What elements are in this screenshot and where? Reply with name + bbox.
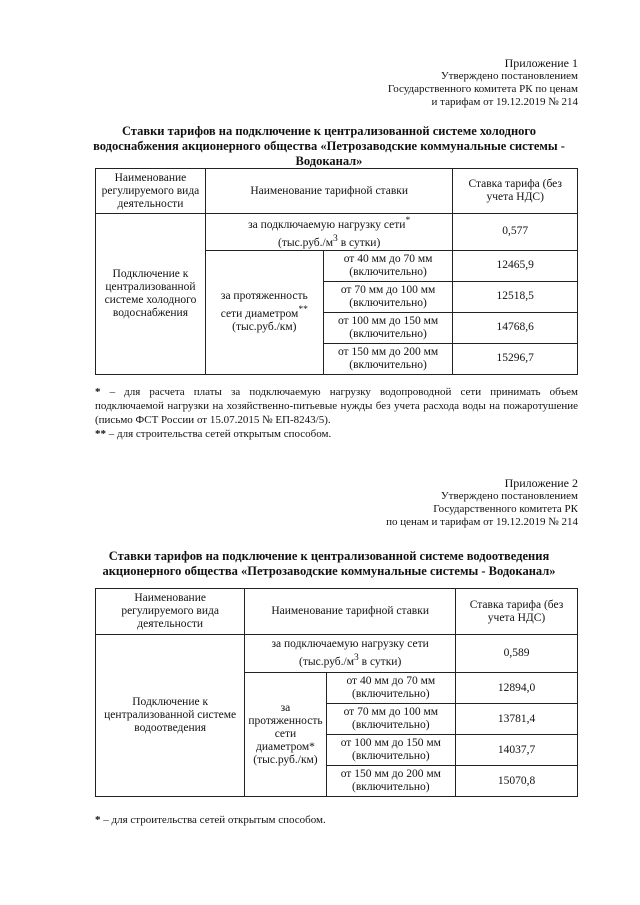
header-activity: Наименование регулируемого вида деятельности [96,169,206,214]
rate-value: 12465,9 [453,250,578,281]
rate-value: 14768,6 [453,312,578,343]
header-rate-name: Наименование тарифной ставки [205,169,453,214]
load-rate-cell [205,214,453,251]
tariff-table-1 [95,168,578,375]
appendix-2-heading: Приложение 2 [504,476,578,490]
activity-cell: Подключение к централизованной системе водоотведения [96,635,245,797]
load-value: 0,577 [453,214,578,251]
rate-value: 13781,4 [456,704,578,735]
approval-block-2 [386,477,578,529]
approval-line: и тарифам от 19.12.2019 № 214 [431,96,578,108]
header-rate-value: Ставка тарифа (без учета НДС) [453,169,578,214]
footnote-2: ** – для строительства сетей открытым способом. [95,428,332,440]
rate-value: 12894,0 [456,673,578,704]
load-unit: (тыс.руб./м [278,236,334,249]
length-rate-cell [205,250,323,374]
approval-line: Государственного комитета РК [433,503,578,515]
cube-superscript: 3 [333,232,338,244]
rate-value: 15070,8 [456,766,578,797]
approval-line: Утверждено постановлением [440,490,578,502]
tariff-table-2 [95,588,578,797]
diameter-range: от 40 мм до 70 мм (включительно) [323,250,453,281]
appendix-1-heading: Приложение 1 [504,56,578,70]
footnotes-2 [95,813,578,827]
diameter-range: от 150 мм до 200 мм (включительно) [326,766,455,797]
load-value: 0,589 [456,635,578,673]
header-rate-value: Ставка тарифа (без учета НДС) [456,589,578,635]
activity-cell: Подключение к централизованной системе холодного водоснабжения [96,214,206,375]
footnotes-1 [95,385,578,441]
section-1-title: Ставки тарифов на подключение к централизованной системе холодного водоснабжения акционерного общества «Петрозаводские коммунальные системы - Водоканал» [93,124,565,168]
load-unit-tail: в сутки) [337,236,381,249]
approval-line: Утверждено постановлением [440,70,578,82]
rate-value: 12518,5 [453,281,578,312]
length-unit: (тыс.руб./км) [232,321,297,334]
diameter-range: от 70 мм до 100 мм (включительно) [323,281,453,312]
diameter-range: от 100 мм до 150 мм (включительно) [323,312,453,343]
load-unit: (тыс.руб./м [299,655,354,668]
footnote-mark: * [405,215,411,226]
approval-line: Государственного комитета РК по ценам [387,83,578,95]
header-rate-name: Наименование тарифной ставки [245,589,456,635]
load-rate-cell [245,635,456,673]
length-unit: (тыс.руб./км) [253,754,318,766]
cube-superscript: 3 [354,652,359,664]
length-rate-cell: за протяженность сети диаметром* (тыс.руб./км) [245,673,326,797]
diameter-range: от 70 мм до 100 мм (включительно) [326,704,455,735]
diameter-range: от 40 мм до 70 мм (включительно) [326,673,455,704]
approval-block-1 [388,57,578,109]
load-label: за подключаемую нагрузку сети [248,218,406,231]
load-unit-tail: в сутки) [358,655,402,668]
load-label: за подключаемую нагрузку сети [271,638,429,651]
diameter-range: от 150 мм до 200 мм (включительно) [323,343,453,374]
section-2-title: Ставки тарифов на подключение к централизованной системе водоотведения акционерного общества «Петрозаводские коммунальные системы - Водоканал» [102,549,556,578]
footnote-1: * – для строительства сетей открытым способом. [95,814,326,826]
footnote-1: * – для расчета платы за подключаемую нагрузку водопроводной сети принимать объем подключаемой нагрузки на хозяйственно-питьевые нужды без учета расхода воды на пожаротушение (письмо ФСТ России от 15.07.2015 № ЕП-8243/5). [95,386,578,426]
rate-value: 15296,7 [453,343,578,374]
approval-line: по ценам и тарифам от 19.12.2019 № 214 [386,516,578,528]
header-activity: Наименование регулируемого вида деятельности [96,589,245,635]
footnote-mark: ** [298,304,308,316]
length-label: за протяженность сети диаметром [220,290,308,321]
rate-value: 14037,7 [456,735,578,766]
diameter-range: от 100 мм до 150 мм (включительно) [326,735,455,766]
